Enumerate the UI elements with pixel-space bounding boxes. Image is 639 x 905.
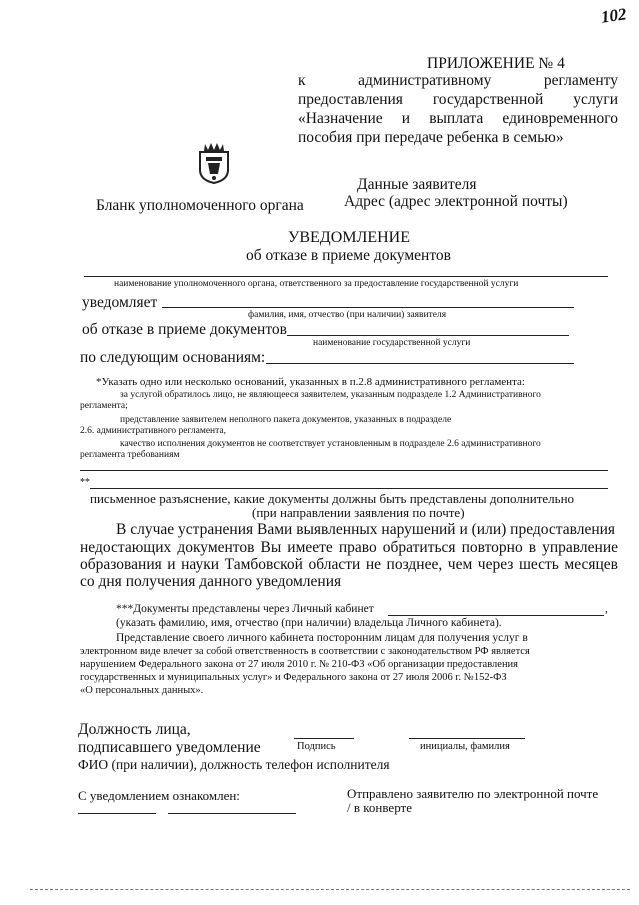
appendix-title: ПРИЛОЖЕНИЕ № 4 (427, 55, 565, 72)
body-line-2: недостающих документов Вы имеете право обратиться повторно в управление (80, 539, 618, 556)
notifies-label: уведомляет (82, 294, 158, 311)
footnote-item-2a: представление заявителем неполного пакета документов, указанных в подразделе (120, 415, 452, 425)
coat-of-arms-icon (196, 140, 232, 189)
org-name-line (84, 276, 608, 277)
applicant-data-label: Данные заявителя (357, 176, 477, 193)
body-line-4: со дня получения данного уведомления (80, 573, 342, 590)
grounds-label: по следующим основаниям: (80, 349, 266, 366)
signature-caption: Подпись (297, 741, 336, 752)
service-name-line (287, 335, 569, 336)
cabinet-line-6: государственных и муниципальных услуг» и Федерального закона от 27 июля 2006 г. №152-ФЗ (80, 672, 507, 683)
double-star-mark: ** (80, 477, 90, 488)
fio-caption: фамилия, имя, отчество (при наличии) заявителя (248, 310, 447, 320)
acquainted-line-2 (168, 813, 296, 814)
footnote-item-2b: 2.6. административного регламента, (80, 426, 226, 436)
cabinet-line-4: электронном виде влечет за собой ответственность в соответствии с законодательством РФ является (80, 646, 530, 657)
footnote-intro: *Указать одно или несколько оснований, указанных в п.2.8 административного регламента: (96, 376, 525, 388)
footnote-item-3b: регламента требованиям (80, 450, 180, 460)
body-line-3: образования и науки Тамбовской области не позднее, чем через шесть месяцев (80, 556, 618, 573)
initials-line (409, 738, 525, 739)
cabinet-line-5: нарушением Федерального закона от 27 июля 2010 г. № 210-ФЗ «Об организации предоставления (80, 659, 519, 670)
cabinet-owner-line (388, 615, 604, 616)
appendix-line-2: предоставления государственной услуги (298, 91, 618, 108)
footnote-item-1a: за услугой обратилось лицо, не являющееся заявителем, указанным подразделе 1.2 Административного (120, 390, 541, 400)
cabinet-line-2: (указать фамилию, имя, отчество (при наличии) владельца Личного кабинета). (116, 617, 502, 629)
executor-label: ФИО (при наличии), должность телефон исполнителя (78, 757, 390, 772)
cabinet-line-1-end: , (605, 603, 608, 615)
initials-caption: инициалы, фамилия (420, 741, 510, 752)
blank-line-2 (90, 488, 608, 489)
bottom-edge-line (30, 889, 630, 890)
explanation-line-1: письменное разъяснение, какие документы должны быть представлены дополнительно (90, 491, 575, 506)
cabinet-line-1: ***Документы представлены через Личный кабинет (116, 603, 374, 615)
acquainted-label: С уведомлением ознакомлен: (78, 788, 240, 803)
org-caption: наименование уполномоченного органа, ответственного за предоставление государственной услуги (114, 279, 519, 289)
footnote-item-1b: регламента; (80, 401, 128, 411)
notice-subtitle: об отказе в приеме документов (246, 247, 451, 264)
explanation-line-2: (при направлении заявления по почте) (252, 505, 465, 520)
blank-label: Бланк уполномоченного органа (96, 197, 304, 214)
applicant-fio-line (162, 307, 574, 308)
acquainted-line-1 (78, 813, 156, 814)
appendix-line-4: пособия при передаче ребенка в семью» (298, 129, 564, 146)
grounds-line (266, 363, 574, 364)
refusal-label: об отказе в приеме документов (82, 321, 287, 338)
signature-line (294, 738, 354, 739)
applicant-address-label: Адрес (адрес электронной почты) (344, 193, 568, 210)
position-line-1: Должность лица, (78, 721, 191, 738)
sent-line-1: Отправлено заявителю по электронной почте (347, 786, 599, 801)
cabinet-line-7: «О персональных данных». (80, 685, 204, 696)
cabinet-line-3: Представление своего личного кабинета посторонним лицам для получения услуг в (116, 632, 528, 644)
service-caption: наименование государственной услуги (313, 338, 471, 348)
appendix-line-1: к административному регламенту (298, 72, 618, 89)
page-number: 102 (599, 4, 628, 27)
sent-line-2: / в конверте (347, 800, 412, 815)
notice-title: УВЕДОМЛЕНИЕ (288, 229, 410, 246)
appendix-line-3: «Назначение и выплата единовременного (298, 110, 618, 127)
position-line-2: подписавшего уведомление (78, 739, 261, 756)
blank-line-1 (80, 470, 608, 471)
footnote-item-3a: качество исполнения документов не соответствует установленным в подразделе 2.6 административного (120, 439, 541, 449)
body-line-1: В случае устранения Вами выявленных нарушений и (или) предоставления (116, 521, 616, 538)
